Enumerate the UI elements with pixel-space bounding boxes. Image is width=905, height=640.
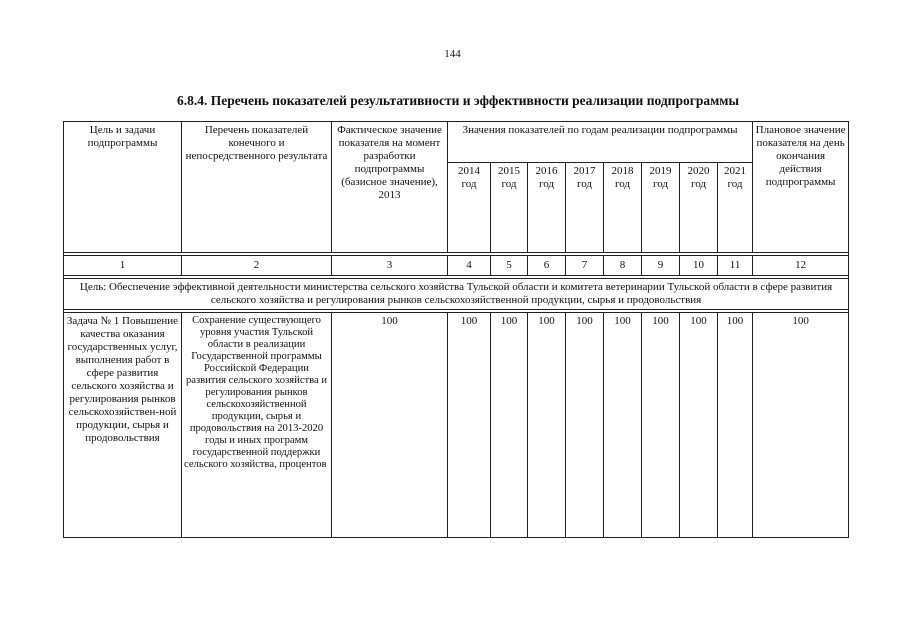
header-goal-tasks: Цель и задачи подпрограммы [64,122,182,253]
header-planned-value: Плановое значение показателя на день окончания действия подпрограммы [753,122,849,253]
year-value-cell: 100 [566,313,604,538]
column-number: 1 [64,256,182,276]
header-year-2020: 2020 год [680,163,718,253]
year-value-cell: 100 [718,313,753,538]
header-year-2017: 2017 год [566,163,604,253]
column-number: 8 [604,256,642,276]
actual-value-cell: 100 [332,313,448,538]
document-heading: 6.8.4. Перечень показателей результативности и эффективности реализации подпрограммы [176,93,740,108]
page-number: 144 [444,48,461,60]
goal-row: Цель: Обеспечение эффективной деятельности министерства сельского хозяйства Тульской области и комитета ветеринарии Тульской области в сфере развития сельского хозяйства и регулирования рынков сельскохозяйственной продукции, сырья и продовольствия [64,279,849,310]
year-value-cell: 100 [528,313,566,538]
header-year-2018: 2018 год [604,163,642,253]
task-cell: Задача № 1 Повышение качества оказания государственных услуг, выполнения работ в сфере развития сельского хозяйства и регулирования рынков сельскохозяйствен-ной продукции, сырья и продовольствия [64,313,182,538]
header-actual-value: Фактическое значение показателя на момент разработки подпрограммы (базисное значение), 2013 [332,122,448,253]
header-year-2015: 2015 год [491,163,528,253]
indicators-table [63,121,849,538]
header-year-2016: 2016 год [528,163,566,253]
header-values-by-year: Значения показателей по годам реализации подпрограммы [448,122,753,163]
header-year-2019: 2019 год [642,163,680,253]
table-row [64,313,849,538]
column-number: 7 [566,256,604,276]
header-year-2014: 2014 год [448,163,491,253]
column-number: 6 [528,256,566,276]
year-value-cell: 100 [642,313,680,538]
column-number: 3 [332,256,448,276]
year-value-cell: 100 [604,313,642,538]
planned-value-cell: 100 [753,313,849,538]
header-year-2021: 2021 год [718,163,753,253]
year-value-cell: 100 [491,313,528,538]
column-number: 9 [642,256,680,276]
header-indicators: Перечень показателей конечного и непосредственного результата [182,122,332,253]
indicator-cell: Сохранение существующего уровня участия Тульской области в реализации Государственной программы Российской Федерации развития сельского хозяйства и регулирования рынков сельскохозяйственной продукции, сырья и продовольствия на 2013-2020 годы и иных программ государственной поддержки сельского хозяйства, процентов [182,313,332,538]
column-number: 12 [753,256,849,276]
year-value-cell: 100 [448,313,491,538]
column-number: 10 [680,256,718,276]
column-number: 11 [718,256,753,276]
year-value-cell: 100 [680,313,718,538]
column-number: 4 [448,256,491,276]
column-number: 2 [182,256,332,276]
column-number: 5 [491,256,528,276]
